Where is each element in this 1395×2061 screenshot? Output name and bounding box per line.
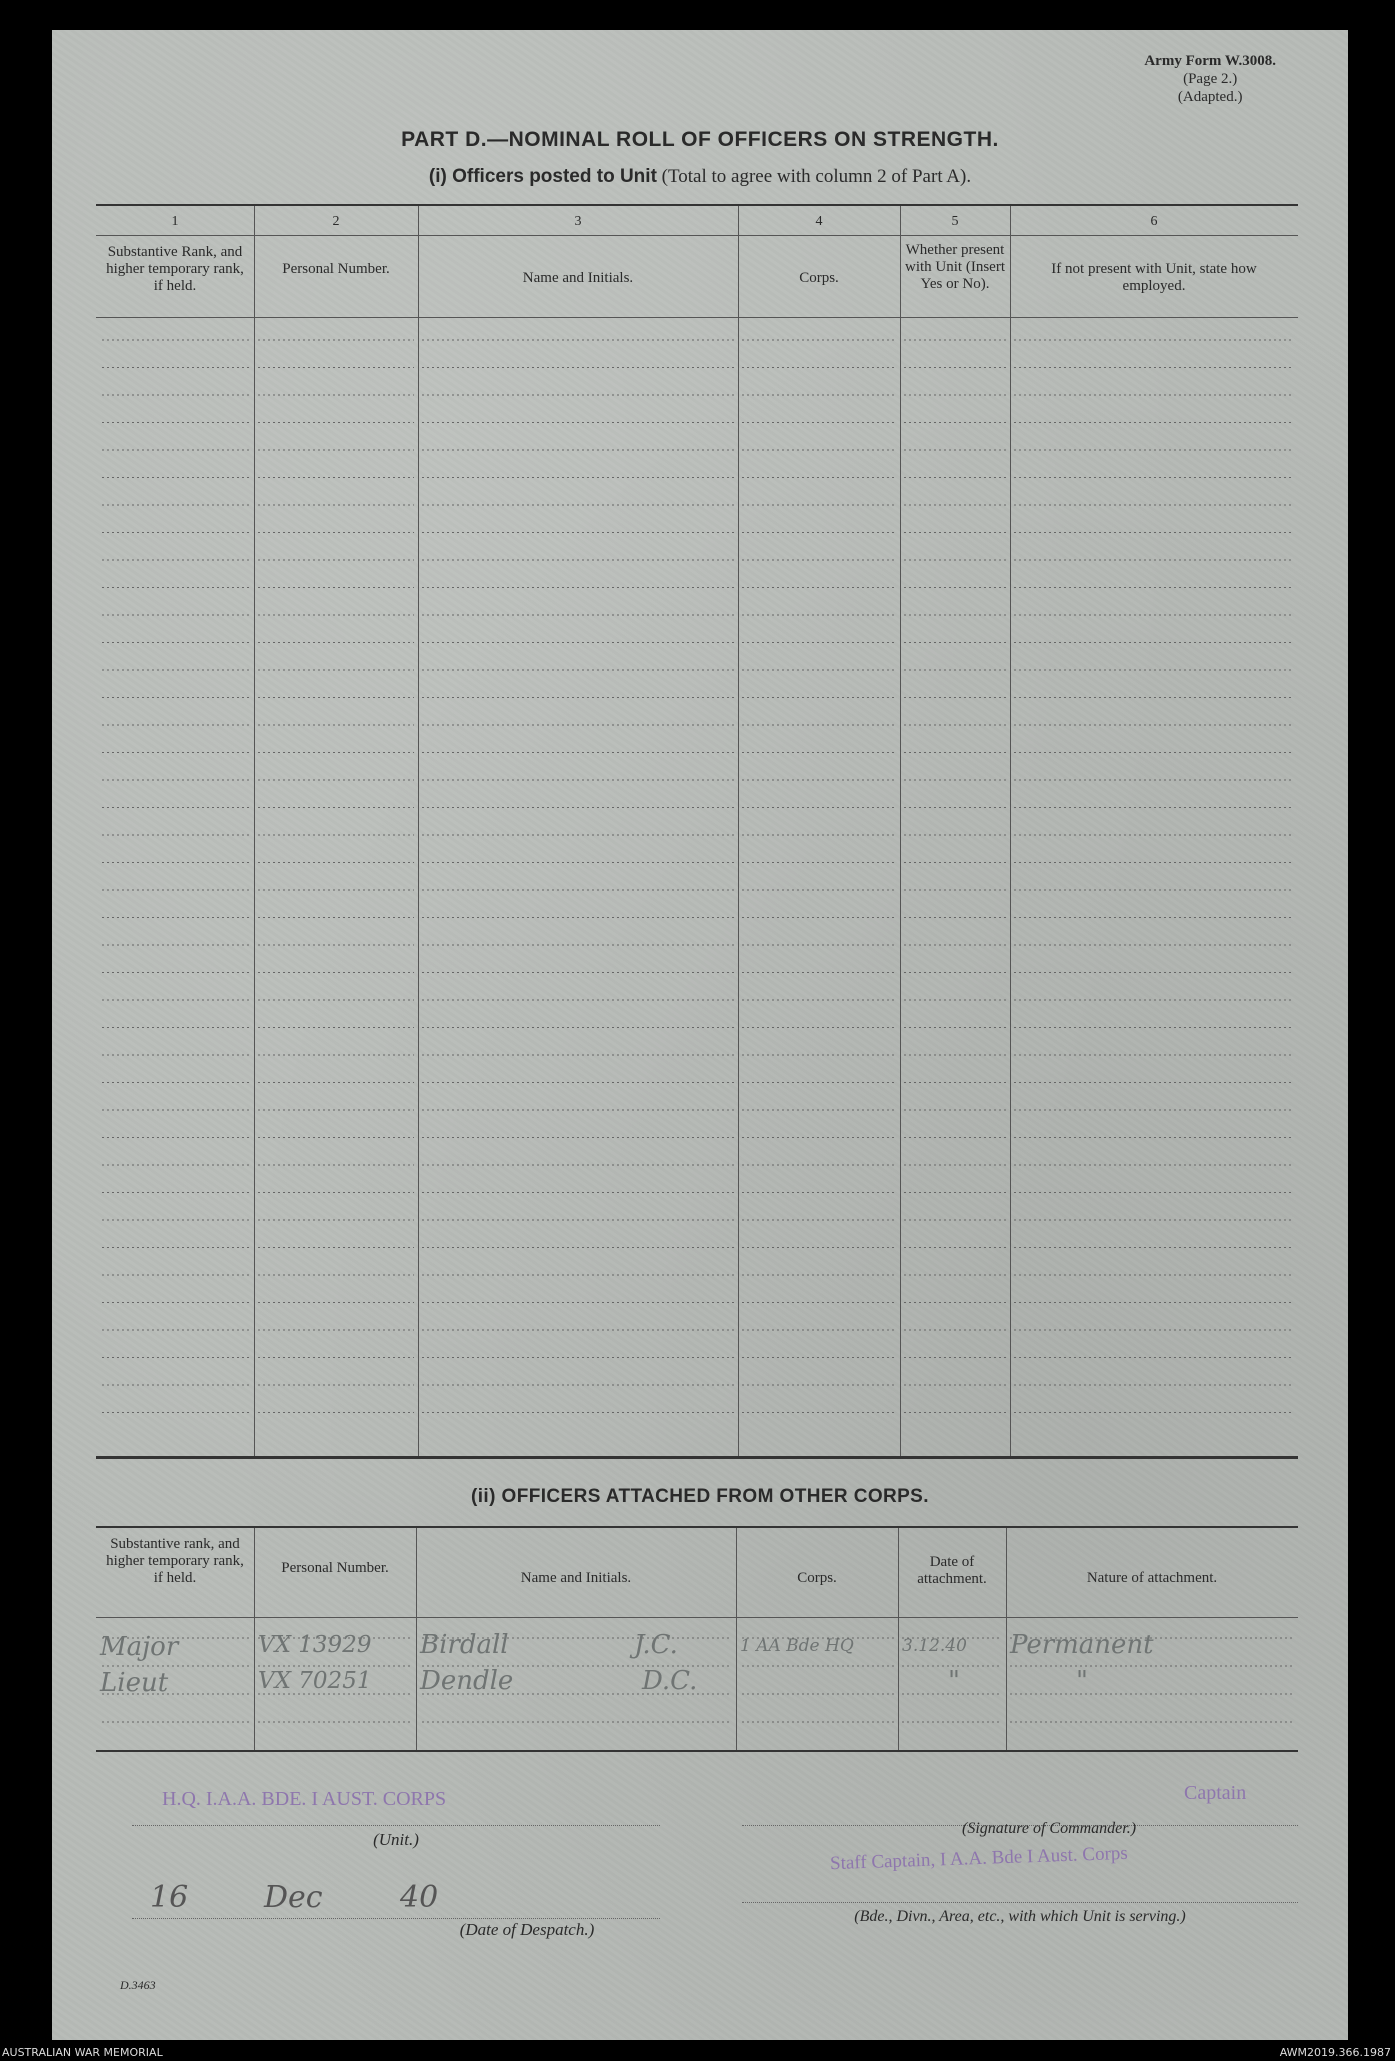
col2-header-rank: Substantive rank, and higher temporary rank, if held. <box>106 1536 244 1586</box>
unit-stamp: H.Q. I.A.A. BDE. I AUST. CORPS <box>162 1788 447 1810</box>
staff-captain-stamp: Staff Captain, I A.A. Bde I Aust. Corps <box>829 1842 1129 1875</box>
print-code: D.3463 <box>120 1978 156 1992</box>
form-identifier <box>1144 52 1276 106</box>
table2-top-rule <box>96 1526 1298 1528</box>
table2-header-rule <box>96 1617 1298 1618</box>
col2-header-date: Date of attachment. <box>917 1554 987 1587</box>
col-number: 1 <box>171 214 179 229</box>
row1-nature: Permanent <box>1010 1630 1154 1660</box>
form-adapted-note: (Adapted.) <box>1177 89 1243 105</box>
form-page-number: (Page 2.) <box>1183 71 1238 87</box>
col-header-corps: Corps. <box>799 270 839 286</box>
part-d-subtitle <box>52 166 1348 188</box>
table1-header-rule <box>96 317 1298 318</box>
row2-nature-ditto: " <box>1076 1666 1088 1696</box>
row2-name: Dendle <box>420 1666 514 1696</box>
bde-caption: (Bde., Divn., Area, etc., with which Unit is serving.) <box>854 1908 1186 1925</box>
col-header-rank: Substantive Rank, and higher temporary rank, if held. <box>106 244 244 294</box>
archive-footer-left: AUSTRALIAN WAR MEMORIAL <box>2 2046 163 2059</box>
row2-date-ditto: " <box>948 1666 960 1696</box>
col2-header-corps: Corps. <box>797 1570 837 1586</box>
form-number: Army Form W.3008. <box>1144 53 1276 69</box>
row1-name: Birdall <box>420 1630 509 1660</box>
row1-corps: 1 AA Bde HQ <box>740 1636 854 1656</box>
row2-personal-number: VX 70251 <box>258 1668 372 1694</box>
col2-header-personal-number: Personal Number. <box>281 1560 389 1576</box>
archive-footer-right: AWM2019.366.1987 <box>1279 2046 1391 2059</box>
row1-rank: Major <box>100 1632 179 1662</box>
col2-header-nature: Nature of attachment. <box>1086 1570 1218 1586</box>
row1-personal-number: VX 13929 <box>258 1632 372 1658</box>
bde-line <box>742 1902 1298 1903</box>
signature-caption: (Signature of Commander.) <box>962 1820 1137 1837</box>
row2-rank: Lieut <box>100 1668 169 1698</box>
table1-dotted-ruling <box>96 320 1298 1450</box>
despatch-day: 16 <box>150 1880 189 1915</box>
form-page <box>52 30 1348 2040</box>
col-number: 5 <box>951 214 959 229</box>
table1-number-rule <box>96 235 1298 236</box>
table1-top-rule <box>96 204 1298 206</box>
col-header-name: Name and Initials. <box>522 270 634 286</box>
row2-initials: D.C. <box>642 1666 698 1696</box>
section-ii-title: (ii) OFFICERS ATTACHED FROM OTHER CORPS. <box>471 1486 929 1507</box>
despatch-year: 40 <box>400 1880 439 1915</box>
col-header-employment: If not present with Unit, state how employed. <box>1051 261 1257 294</box>
col-header-present: Whether present with Unit (Insert Yes or No). <box>905 242 1005 292</box>
subtitle-bold: (i) Officers posted to Unit <box>428 166 657 187</box>
col-header-personal-number: Personal Number. <box>282 261 390 277</box>
col2-header-name: Name and Initials. <box>520 1570 632 1586</box>
col-number: 3 <box>574 214 582 229</box>
table1-bottom-rule <box>96 1456 1298 1459</box>
despatch-month: Dec <box>264 1880 323 1915</box>
despatch-line <box>132 1918 660 1919</box>
unit-caption: (Unit.) <box>373 1830 419 1849</box>
row1-initials: J.C. <box>634 1630 678 1660</box>
table2-bottom-rule <box>96 1750 1298 1752</box>
despatch-caption: (Date of Despatch.) <box>459 1920 595 1939</box>
captain-stamp: Captain <box>1184 1782 1247 1804</box>
unit-line <box>132 1825 660 1826</box>
col-number: 2 <box>332 214 340 229</box>
col-number: 6 <box>1150 214 1158 229</box>
part-d-title: PART D.—NOMINAL ROLL OF OFFICERS ON STRENGTH. <box>401 128 999 151</box>
subtitle-rest: (Total to agree with column 2 of Part A). <box>656 166 972 187</box>
row1-date: 3.12.40 <box>902 1636 967 1656</box>
col-number: 4 <box>815 214 823 229</box>
